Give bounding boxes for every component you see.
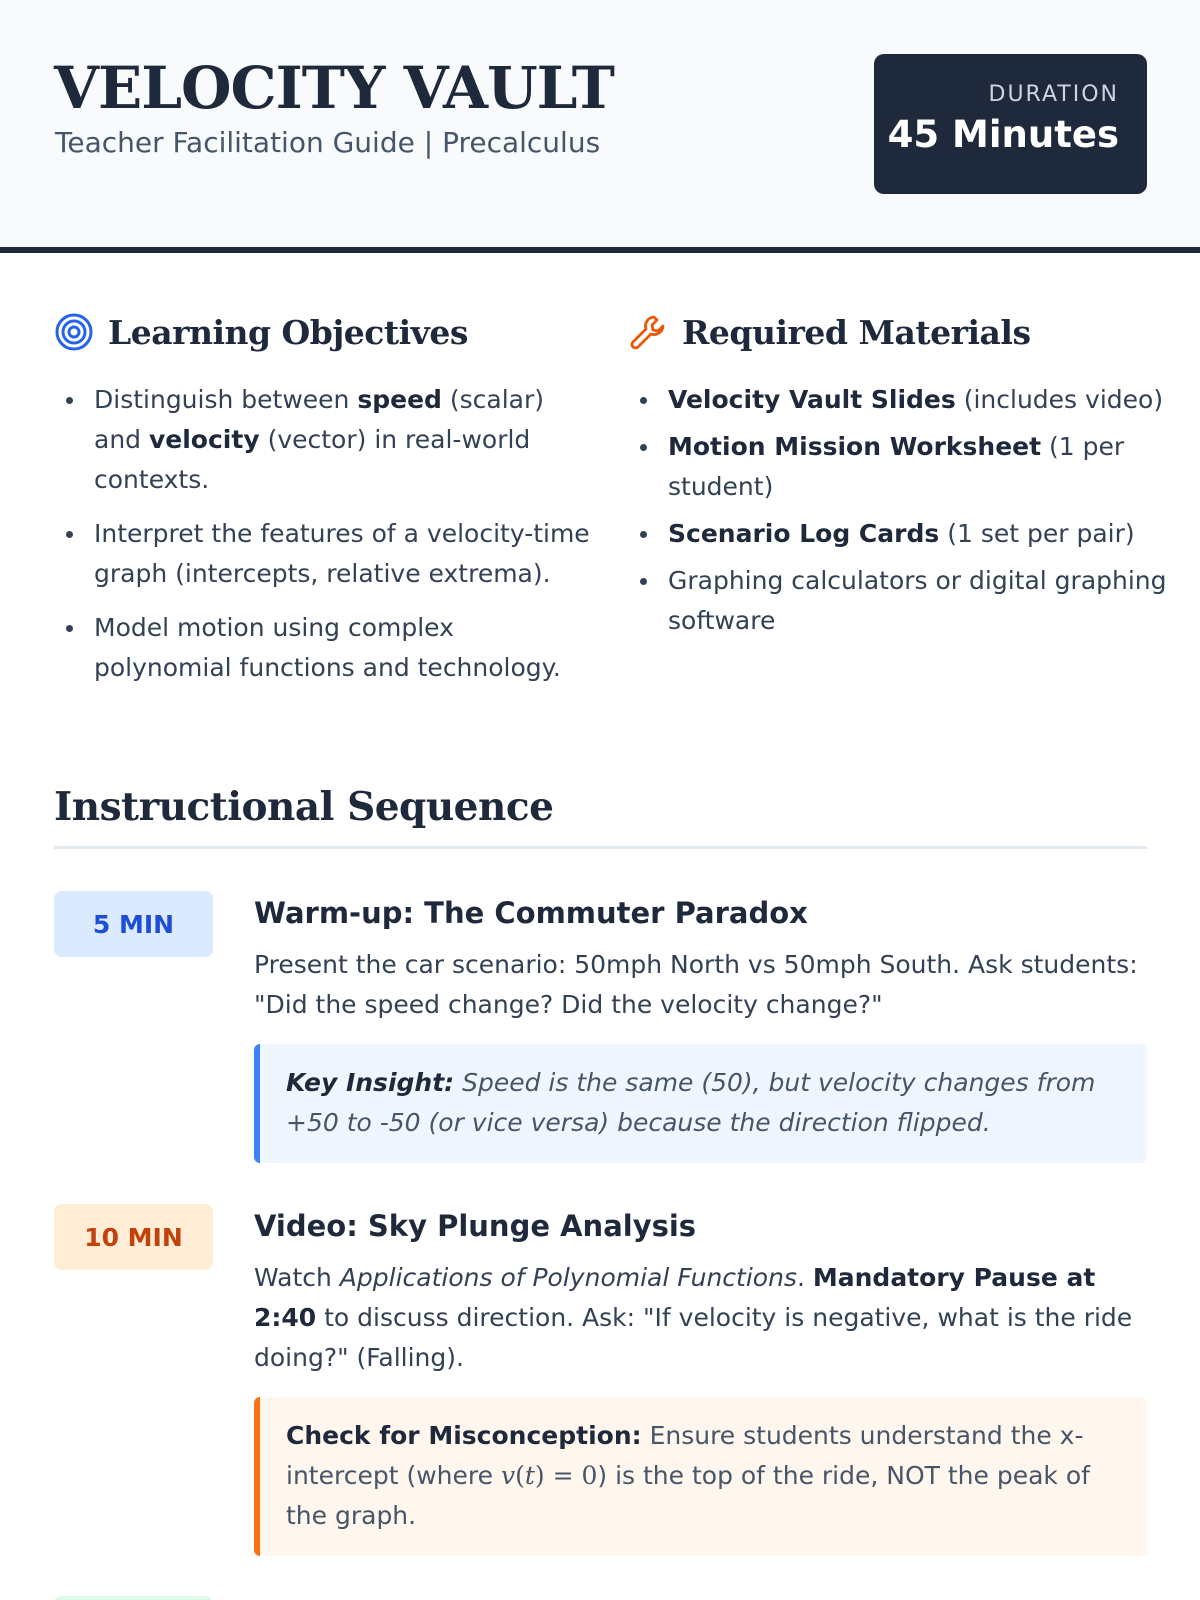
video-title: Applications of Polynomial Functions — [339, 1263, 797, 1292]
item-bold-text: Motion Mission Worksheet — [668, 432, 1042, 461]
list-item — [628, 514, 1188, 554]
item-text: Graphing calculators or digital graphing software — [668, 566, 1167, 635]
step-title: Warm-up: The Commuter Paradox — [254, 896, 808, 930]
item-bold-text: velocity — [148, 425, 260, 454]
objectives-title: Learning Objectives — [108, 312, 468, 352]
target-icon — [54, 312, 94, 352]
objectives-list — [54, 380, 594, 702]
sequence-title: Instructional Sequence — [54, 784, 554, 830]
app-title: VELOCITY VAULT — [54, 54, 614, 122]
item-bold-text: speed — [357, 385, 442, 414]
section-divider — [54, 846, 1147, 849]
item-text: Interpret the features of a velocity-time graph (intercepts, relative extrema). — [94, 519, 590, 588]
item-bold-text: Velocity Vault Slides — [668, 385, 956, 414]
item-text: (vector) in real-world contexts. — [94, 425, 531, 494]
math-expression — [501, 1461, 597, 1490]
item-text: (1 set per pair) — [939, 519, 1135, 548]
callout-label: Key Insight: — [286, 1068, 455, 1097]
misconception-callout — [254, 1397, 1147, 1556]
list-item — [54, 514, 594, 594]
body-text: . — [796, 1263, 813, 1292]
time-badge: 10 MIN — [54, 1204, 213, 1270]
math-paren: ( — [515, 1461, 525, 1490]
list-item — [54, 608, 594, 688]
callout-text: ) is the top of the ride, NOT the peak of the graph. — [286, 1461, 1090, 1530]
step-title: Video: Sky Plunge Analysis — [254, 1209, 697, 1243]
pause-instruction: Mandatory Pause at 2:40 — [254, 1263, 1096, 1332]
item-text: Model motion using complex polynomial functions and technology. — [94, 613, 561, 682]
body-text: Watch — [254, 1263, 340, 1292]
item-text: (scalar) and — [94, 385, 545, 454]
item-text: (includes video) — [955, 385, 1164, 414]
materials-list — [628, 380, 1188, 648]
wrench-icon — [628, 312, 668, 352]
duration-card — [874, 54, 1147, 194]
duration-value: 45 Minutes — [887, 113, 1119, 156]
math-rest: ) = 0 — [534, 1461, 598, 1490]
step-description — [254, 1258, 1154, 1378]
callout-text: Ensure students understand the x-intercept (where — [286, 1421, 1084, 1490]
objectives-heading — [54, 308, 468, 356]
list-item — [628, 427, 1188, 507]
body-text: to discuss direction. Ask: "If velocity is negative, what is the ride doing?" (Falling). — [254, 1303, 1133, 1372]
page-subtitle: Teacher Facilitation Guide | Precalculus — [55, 126, 601, 159]
list-item — [628, 380, 1188, 420]
step-description: Present the car scenario: 50mph North vs 50mph South. Ask students: "Did the speed change? Did the velocity change?" — [254, 950, 1138, 1019]
item-text: Distinguish between — [94, 385, 358, 414]
time-badge — [54, 1596, 213, 1600]
time-badge: 5 MIN — [54, 891, 213, 957]
list-item — [628, 561, 1188, 641]
item-bold-text: Scenario Log Cards — [668, 519, 940, 548]
materials-heading — [628, 308, 1031, 356]
list-item — [54, 380, 594, 500]
key-insight-callout — [254, 1044, 1147, 1163]
math-function: v — [500, 1461, 516, 1490]
duration-label: DURATION — [988, 82, 1119, 107]
callout-text: Speed is the same (50), but velocity changes from +50 to -50 (or vice versa) because the direction flipped. — [286, 1068, 1096, 1137]
callout-label: Check for Misconception: — [286, 1421, 642, 1450]
math-variable: t — [524, 1461, 535, 1490]
materials-title: Required Materials — [682, 312, 1031, 352]
item-text: (1 per student) — [668, 432, 1125, 501]
page-header — [0, 0, 1200, 253]
